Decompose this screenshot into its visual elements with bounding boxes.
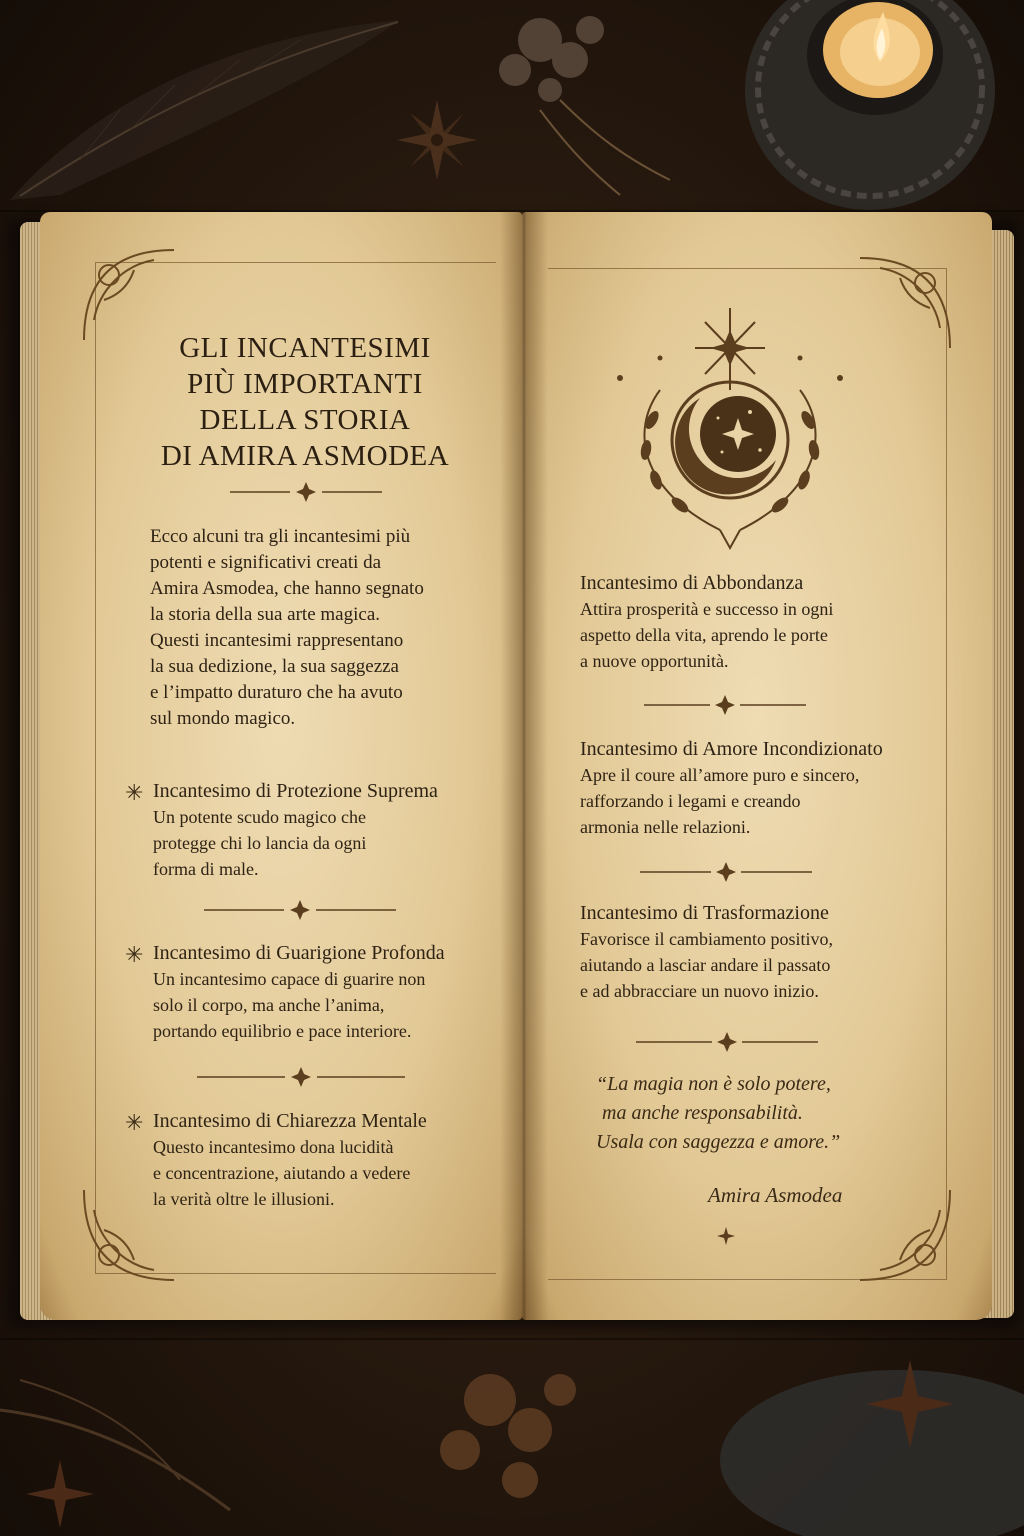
star-bullet-icon: ✳ xyxy=(125,780,144,805)
ornamental-divider-icon xyxy=(226,480,386,504)
spell-description-line: protegge chi lo lancia da ogni xyxy=(153,833,367,853)
spell-description-line: Attira prosperità e successo in ogni xyxy=(580,599,834,619)
quote-line: “La magia non è solo potere, xyxy=(596,1073,831,1095)
crescent-moon-emblem-icon xyxy=(600,300,860,556)
spell-entry xyxy=(580,900,833,1004)
spell-description-line: Apre il coure all’amore puro e sincero, xyxy=(580,765,860,785)
ornamental-divider-icon xyxy=(640,693,810,717)
spell-description-line: portando equilibrio e pace interiore. xyxy=(153,1021,412,1041)
spell-description-line: forma di male. xyxy=(153,859,259,879)
intro-line: Ecco alcuni tra gli incantesimi più xyxy=(150,526,411,547)
quote-line: ma anche responsabilità. xyxy=(602,1102,803,1124)
title-line: DELLA STORIA xyxy=(199,404,411,436)
ornamental-divider-icon xyxy=(200,898,400,922)
spell-entry xyxy=(580,570,833,674)
page-title xyxy=(130,330,480,474)
spell-heading: Incantesimo di Protezione Suprema xyxy=(153,780,438,802)
corner-flourish-icon xyxy=(850,248,960,358)
book-gutter xyxy=(500,212,548,1320)
spell-heading: Incantesimo di Chiarezza Mentale xyxy=(153,1110,427,1132)
quote-line: Usala con saggezza e amore.” xyxy=(596,1131,841,1153)
spell-description-line: la verità oltre le illusioni. xyxy=(153,1189,335,1209)
spell-description-line: e concentrazione, aiutando a vedere xyxy=(153,1163,411,1183)
intro-paragraph xyxy=(150,524,470,732)
spell-heading: Incantesimo di Amore Incondizionato xyxy=(580,738,883,760)
title-line: PIÙ IMPORTANTI xyxy=(187,368,423,400)
spell-description-line: aiutando a lasciar andare il passato xyxy=(580,955,831,975)
intro-line: sul mondo magico. xyxy=(150,708,296,729)
spell-description-line: Questo incantesimo dona lucidità xyxy=(153,1137,394,1157)
quote-block xyxy=(596,1070,886,1157)
small-star-icon xyxy=(716,1226,736,1246)
spell-heading: Incantesimo di Abbondanza xyxy=(580,572,804,594)
dried-flowers-icon xyxy=(0,1340,1024,1536)
spell-description-line: Favorisce il cambiamento positivo, xyxy=(580,929,833,949)
spell-description-line: armonia nelle relazioni. xyxy=(580,817,751,837)
spell-description-line: Un potente scudo magico che xyxy=(153,807,366,827)
spell-description-line: solo il corpo, ma anche l’anima, xyxy=(153,995,385,1015)
spell-description-line: e ad abbracciare un nuovo inizio. xyxy=(580,981,819,1001)
title-line: GLI INCANTESIMI xyxy=(179,332,431,364)
feather-icon xyxy=(0,0,420,210)
intro-line: Questi incantesimi rappresentano xyxy=(150,630,404,651)
spell-entry xyxy=(125,778,438,882)
spell-entry xyxy=(580,736,883,840)
spell-heading: Incantesimo di Trasformazione xyxy=(580,902,829,924)
title-line: DI AMIRA ASMODEA xyxy=(160,440,450,472)
ornamental-divider-icon xyxy=(193,1065,409,1089)
star-bullet-icon: ✳ xyxy=(125,1110,144,1135)
intro-line: Amira Asmodea, che hanno segnato xyxy=(150,578,424,599)
spell-description-line: Un incantesimo capace di guarire non xyxy=(153,969,426,989)
ornamental-divider-icon xyxy=(632,1030,822,1054)
spell-description-line: rafforzando i legami e creando xyxy=(580,791,801,811)
spell-entry xyxy=(125,1108,427,1212)
spell-entry xyxy=(125,940,445,1044)
signature: Amira Asmodea xyxy=(708,1183,843,1207)
spell-description-line: a nuove opportunità. xyxy=(580,651,729,671)
star-bullet-icon: ✳ xyxy=(125,942,144,967)
intro-line: e l’impatto duraturo che ha avuto xyxy=(150,682,403,703)
corner-flourish-icon xyxy=(850,1180,960,1290)
spell-heading: Incantesimo di Guarigione Profonda xyxy=(153,942,445,964)
intro-line: la sua dedizione, la sua saggezza xyxy=(150,656,399,677)
star-anise-icon xyxy=(392,95,482,185)
ornamental-divider-icon xyxy=(636,860,816,884)
intro-line: potenti e significativi creati da xyxy=(150,552,382,573)
spell-description-line: aspetto della vita, aprendo le porte xyxy=(580,625,828,645)
intro-line: la storia della sua arte magica. xyxy=(150,604,381,625)
candle-icon xyxy=(740,0,1000,220)
